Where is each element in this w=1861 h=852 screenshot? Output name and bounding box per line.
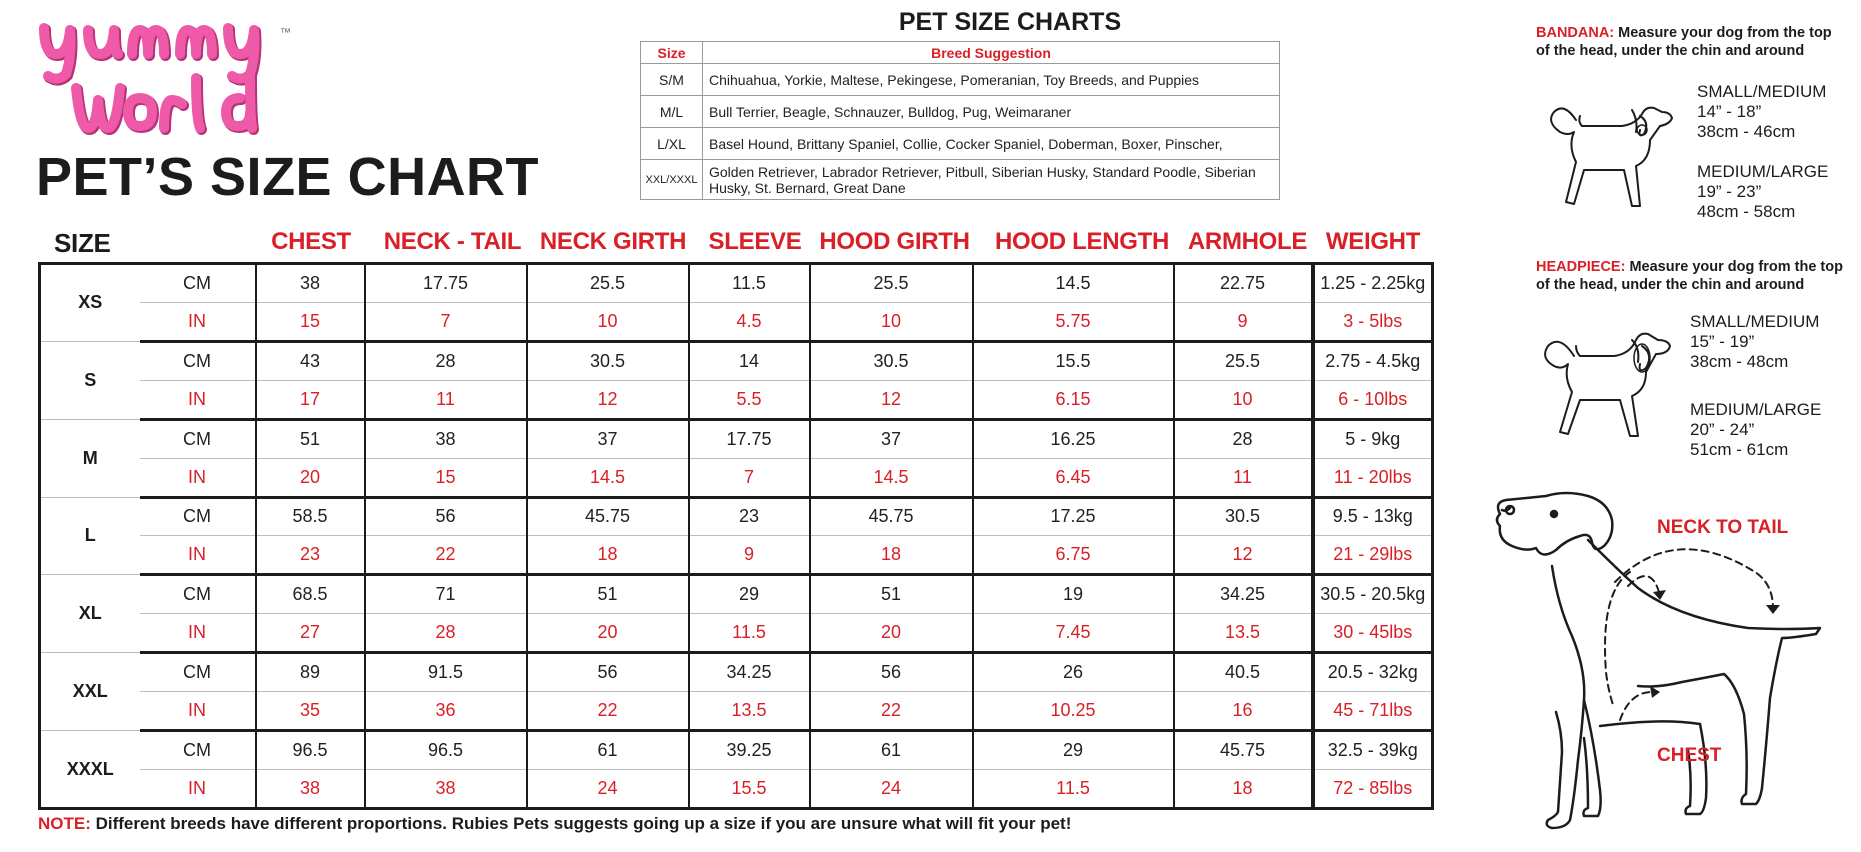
cell-neck-girth: 45.75: [527, 497, 689, 536]
headpiece-dog-illustration: [1530, 322, 1680, 452]
headpiece-text: Measure your dog from the top of the head, under the chin and around: [1536, 259, 1843, 293]
cell-armhole: 10: [1174, 380, 1313, 419]
note-text: Different breeds have different proportions. Rubies Pets suggests going up a size if you are unsure what will fit your pet!: [90, 814, 1072, 833]
column-header-armhole: ARMHOLE: [1187, 228, 1308, 255]
cell-weight: 2.75 - 4.5kg: [1313, 341, 1433, 380]
cell-neck-girth: 51: [527, 575, 689, 614]
cell-hood-girth: 14.5: [810, 458, 973, 497]
breed-size: L/XL: [641, 128, 703, 160]
size-inches: 14” - 18”: [1697, 102, 1762, 121]
cell-chest: 35: [256, 692, 365, 731]
breed-row: [641, 128, 1280, 160]
cell-neck-tail: 38: [365, 419, 527, 458]
cell-hood-length: 14.5: [973, 264, 1174, 303]
cell-armhole: 34.25: [1174, 575, 1313, 614]
cell-sleeve: 23: [689, 497, 810, 536]
cell-sleeve: 34.25: [689, 653, 810, 692]
cell-hood-length: 29: [973, 731, 1174, 770]
cell-hood-girth: 18: [810, 536, 973, 575]
cell-armhole: 22.75: [1174, 264, 1313, 303]
cell-weight: 72 - 85lbs: [1313, 769, 1433, 808]
cell-hood-girth: 56: [810, 653, 973, 692]
unit-label: CM: [140, 419, 256, 458]
unit-label: IN: [140, 536, 256, 575]
svg-text:™: ™: [280, 27, 291, 39]
cell-hood-length: 6.45: [973, 458, 1174, 497]
cell-chest: 58.5: [256, 497, 365, 536]
breed-size: M/L: [641, 96, 703, 128]
column-header-hood-girth: HOOD GIRTH: [819, 228, 970, 255]
bandana-text: Measure your dog from the top of the head, under the chin and around: [1536, 25, 1832, 59]
cell-neck-girth: 37: [527, 419, 689, 458]
cell-chest: 27: [256, 614, 365, 653]
cell-sleeve: 15.5: [689, 769, 810, 808]
cell-sleeve: 7: [689, 458, 810, 497]
cell-chest: 23: [256, 536, 365, 575]
cell-neck-tail: 96.5: [365, 731, 527, 770]
cell-chest: 17: [256, 380, 365, 419]
headpiece-label: HEADPIECE:: [1536, 259, 1626, 275]
size-name: SMALL/MEDIUM: [1690, 312, 1820, 331]
cell-hood-length: 6.75: [973, 536, 1174, 575]
chest-label: CHEST: [1657, 745, 1722, 766]
bandana-instructions: [1536, 24, 1846, 60]
cell-neck-girth: 20: [527, 614, 689, 653]
cell-neck-girth: 24: [527, 769, 689, 808]
cell-hood-length: 6.15: [973, 380, 1174, 419]
cell-chest: 68.5: [256, 575, 365, 614]
cell-armhole: 13.5: [1174, 614, 1313, 653]
cell-sleeve: 11.5: [689, 614, 810, 653]
breed-chart-title: PET SIZE CHARTS: [898, 8, 1122, 36]
cell-sleeve: 17.75: [689, 419, 810, 458]
cell-hood-girth: 51: [810, 575, 973, 614]
size-label: XXXL: [40, 731, 140, 809]
cell-neck-girth: 10: [527, 302, 689, 341]
cell-hood-girth: 20: [810, 614, 973, 653]
size-inches: 15” - 19”: [1690, 332, 1755, 351]
cell-weight: 21 - 29lbs: [1313, 536, 1433, 575]
unit-label: CM: [140, 497, 256, 536]
breed-list: Chihuahua, Yorkie, Maltese, Pekingese, Pomeranian, Toy Breeds, and Puppies: [703, 64, 1280, 96]
cell-sleeve: 13.5: [689, 692, 810, 731]
size-inches: 20” - 24”: [1690, 420, 1755, 439]
breed-size: S/M: [641, 64, 703, 96]
cell-hood-length: 10.25: [973, 692, 1174, 731]
cell-neck-tail: 11: [365, 380, 527, 419]
size-row-cm: [40, 653, 1433, 692]
cell-neck-tail: 17.75: [365, 264, 527, 303]
size-row-cm: [40, 341, 1433, 380]
cell-armhole: 9: [1174, 302, 1313, 341]
size-cm: 38cm - 48cm: [1690, 352, 1789, 371]
cell-hood-length: 11.5: [973, 769, 1174, 808]
cell-weight: 5 - 9kg: [1313, 419, 1433, 458]
cell-neck-tail: 28: [365, 341, 527, 380]
cell-sleeve: 9: [689, 536, 810, 575]
unit-label: IN: [140, 769, 256, 808]
cell-neck-tail: 38: [365, 769, 527, 808]
column-header-size: SIZE: [54, 228, 111, 258]
cell-armhole: 30.5: [1174, 497, 1313, 536]
cell-neck-girth: 22: [527, 692, 689, 731]
size-label: XXL: [40, 653, 140, 731]
headpiece-size-small-medium: [1690, 312, 1819, 372]
size-row-cm: [40, 264, 1433, 303]
cell-hood-girth: 25.5: [810, 264, 973, 303]
cell-chest: 89: [256, 653, 365, 692]
bandana-size-medium-large: [1697, 162, 1828, 222]
unit-label: CM: [140, 653, 256, 692]
size-row-in: [40, 302, 1433, 341]
column-header-neck-girth: NECK GIRTH: [539, 228, 687, 255]
unit-label: CM: [140, 575, 256, 614]
size-label: XS: [40, 264, 140, 342]
cell-armhole: 11: [1174, 458, 1313, 497]
cell-armhole: 16: [1174, 692, 1313, 731]
breed-list: Golden Retriever, Labrador Retriever, Pitbull, Siberian Husky, Standard Poodle, Siberian Husky, St. Bernard, Great Dane: [703, 160, 1280, 200]
cell-neck-tail: 56: [365, 497, 527, 536]
size-label: XL: [40, 575, 140, 653]
cell-weight: 9.5 - 13kg: [1313, 497, 1433, 536]
cell-chest: 38: [256, 769, 365, 808]
cell-neck-girth: 12: [527, 380, 689, 419]
size-name: SMALL/MEDIUM: [1697, 82, 1827, 101]
cell-armhole: 12: [1174, 536, 1313, 575]
cell-neck-tail: 7: [365, 302, 527, 341]
size-label: S: [40, 341, 140, 419]
cell-sleeve: 5.5: [689, 380, 810, 419]
size-inches: 19” - 23”: [1697, 182, 1762, 201]
cell-hood-girth: 10: [810, 302, 973, 341]
cell-neck-girth: 18: [527, 536, 689, 575]
cell-armhole: 18: [1174, 769, 1313, 808]
unit-label: IN: [140, 692, 256, 731]
cell-neck-tail: 91.5: [365, 653, 527, 692]
cell-weight: 11 - 20lbs: [1313, 458, 1433, 497]
breed-list: Basel Hound, Brittany Spaniel, Collie, Cocker Spaniel, Doberman, Boxer, Pinscher,: [703, 128, 1280, 160]
unit-label: CM: [140, 264, 256, 303]
cell-chest: 96.5: [256, 731, 365, 770]
column-header-weight: WEIGHT: [1325, 228, 1421, 255]
cell-hood-girth: 37: [810, 419, 973, 458]
breed-row: [641, 160, 1280, 200]
unit-label: CM: [140, 341, 256, 380]
cell-weight: 6 - 10lbs: [1313, 380, 1433, 419]
unit-label: IN: [140, 614, 256, 653]
cell-neck-girth: 25.5: [527, 264, 689, 303]
yummy-world-logo: [36, 16, 306, 146]
cell-neck-tail: 22: [365, 536, 527, 575]
size-row-in: [40, 536, 1433, 575]
size-row-cm: [40, 575, 1433, 614]
cell-hood-length: 16.25: [973, 419, 1174, 458]
cell-hood-girth: 61: [810, 731, 973, 770]
headpiece-size-medium-large: [1690, 400, 1821, 460]
cell-sleeve: 11.5: [689, 264, 810, 303]
page-title: PET’S SIZE CHART: [36, 147, 540, 207]
size-row-cm: [40, 419, 1433, 458]
breed-header-breed: Breed Suggestion: [703, 42, 1280, 64]
cell-chest: 43: [256, 341, 365, 380]
cell-hood-length: 17.25: [973, 497, 1174, 536]
size-cm: 48cm - 58cm: [1697, 202, 1796, 221]
cell-hood-length: 7.45: [973, 614, 1174, 653]
cell-weight: 32.5 - 39kg: [1313, 731, 1433, 770]
bandana-label: BANDANA:: [1536, 25, 1615, 41]
cell-hood-length: 5.75: [973, 302, 1174, 341]
cell-chest: 51: [256, 419, 365, 458]
unit-label: CM: [140, 731, 256, 770]
note-label: NOTE:: [38, 814, 91, 833]
unit-label: IN: [140, 380, 256, 419]
cell-neck-girth: 30.5: [527, 341, 689, 380]
bandana-size-small-medium: [1697, 82, 1826, 142]
cell-hood-girth: 24: [810, 769, 973, 808]
cell-chest: 38: [256, 264, 365, 303]
cell-hood-girth: 45.75: [810, 497, 973, 536]
column-header-hood-length: HOOD LENGTH: [994, 228, 1170, 255]
cell-weight: 30 - 45lbs: [1313, 614, 1433, 653]
size-chart-table: [38, 262, 1434, 810]
cell-neck-girth: 14.5: [527, 458, 689, 497]
breed-suggestion-table: [640, 41, 1280, 200]
cell-sleeve: 39.25: [689, 731, 810, 770]
breed-list: Bull Terrier, Beagle, Schnauzer, Bulldog, Pug, Weimaraner: [703, 96, 1280, 128]
cell-neck-tail: 15: [365, 458, 527, 497]
size-row-in: [40, 769, 1433, 808]
headpiece-instructions: [1536, 258, 1846, 294]
cell-armhole: 28: [1174, 419, 1313, 458]
cell-chest: 15: [256, 302, 365, 341]
cell-armhole: 25.5: [1174, 341, 1313, 380]
cell-weight: 45 - 71lbs: [1313, 692, 1433, 731]
cell-neck-tail: 28: [365, 614, 527, 653]
cell-armhole: 45.75: [1174, 731, 1313, 770]
cell-neck-tail: 36: [365, 692, 527, 731]
unit-label: IN: [140, 302, 256, 341]
breed-size: XXL/XXXL: [641, 160, 703, 200]
size-name: MEDIUM/LARGE: [1690, 400, 1822, 419]
measurement-dog-illustration: [1480, 490, 1835, 835]
cell-armhole: 40.5: [1174, 653, 1313, 692]
cell-weight: 3 - 5lbs: [1313, 302, 1433, 341]
cell-hood-girth: 30.5: [810, 341, 973, 380]
size-cm: 38cm - 46cm: [1697, 122, 1796, 141]
cell-neck-girth: 61: [527, 731, 689, 770]
size-row-cm: [40, 731, 1433, 770]
cell-weight: 1.25 - 2.25kg: [1313, 264, 1433, 303]
breed-row: [641, 64, 1280, 96]
cell-sleeve: 29: [689, 575, 810, 614]
cell-neck-girth: 56: [527, 653, 689, 692]
size-row-cm: [40, 497, 1433, 536]
unit-label: IN: [140, 458, 256, 497]
cell-chest: 20: [256, 458, 365, 497]
size-row-in: [40, 380, 1433, 419]
size-cm: 51cm - 61cm: [1690, 440, 1789, 459]
cell-hood-girth: 22: [810, 692, 973, 731]
size-label: L: [40, 497, 140, 575]
cell-hood-length: 26: [973, 653, 1174, 692]
size-row-in: [40, 614, 1433, 653]
cell-sleeve: 4.5: [689, 302, 810, 341]
size-row-in: [40, 692, 1433, 731]
footer-note: [38, 814, 1071, 834]
cell-weight: 30.5 - 20.5kg: [1313, 575, 1433, 614]
cell-hood-length: 15.5: [973, 341, 1174, 380]
column-header-neck-tail: NECK - TAIL: [383, 228, 522, 255]
size-label: M: [40, 419, 140, 497]
column-header-chest: CHEST: [271, 228, 351, 255]
cell-weight: 20.5 - 32kg: [1313, 653, 1433, 692]
column-header-sleeve: SLEEVE: [708, 228, 802, 255]
cell-hood-girth: 12: [810, 380, 973, 419]
size-row-in: [40, 458, 1433, 497]
cell-neck-tail: 71: [365, 575, 527, 614]
breed-row: [641, 96, 1280, 128]
breed-header-size: Size: [641, 42, 703, 64]
cell-hood-length: 19: [973, 575, 1174, 614]
cell-sleeve: 14: [689, 341, 810, 380]
size-name: MEDIUM/LARGE: [1697, 162, 1829, 181]
neck-to-tail-label: NECK TO TAIL: [1657, 517, 1789, 538]
bandana-dog-illustration: [1536, 90, 1676, 220]
